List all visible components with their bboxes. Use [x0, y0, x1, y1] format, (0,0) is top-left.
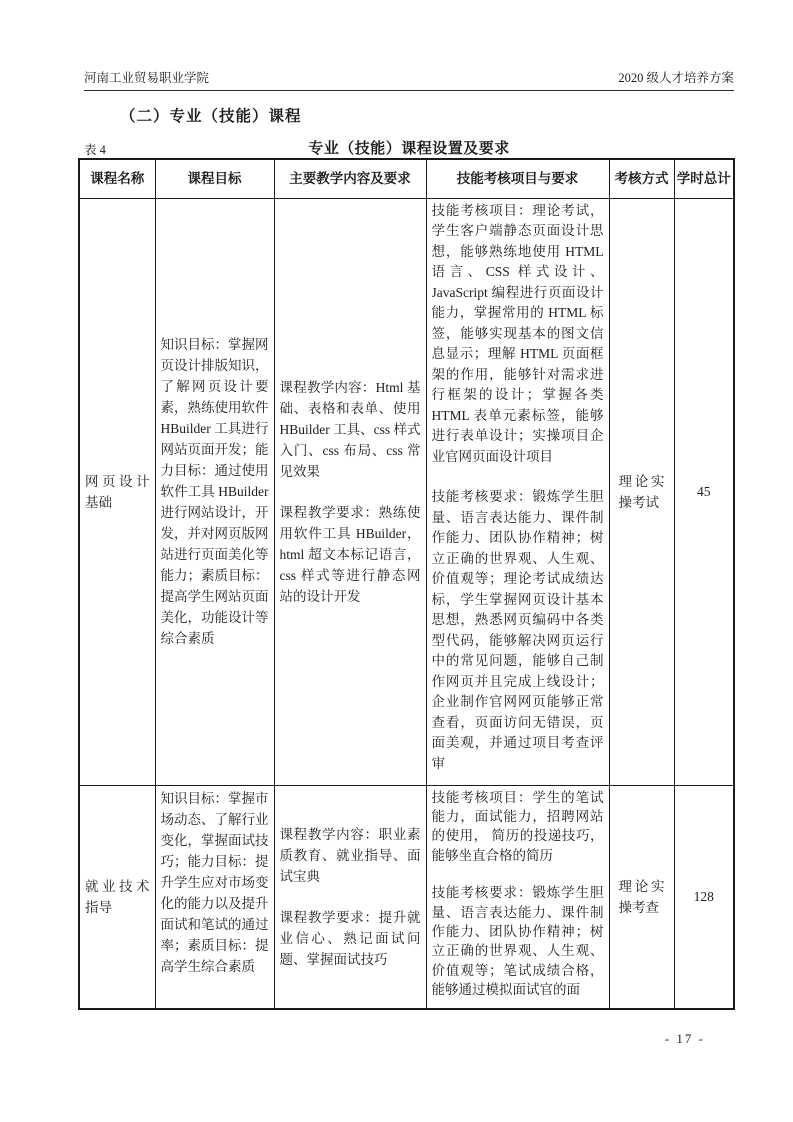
- assessment-requirement-paragraph: 技能考核要求：锻炼学生胆量、语言表达能力、课件制作能力、团队协作精神；树立正确的世界观、人生观、价值观等；理论考试成绩达标，学生掌握网页设计基本思想，熟悉网页编码中各类型代码，能够解决网页运行中的常见问题，能够自己制作网页并且完成上线设计；企业制作官网网页能够正常查看，页面访问无错误，页面美观，并通过项目考查评审: [431, 489, 604, 771]
- cell-course-name: 就业技术指导: [79, 785, 155, 1009]
- teaching-requirement-paragraph: 课程教学要求：熟练使用软件工具 HBuilder，html 超文本标记语言，css 样式等进行静态网站的设计开发: [279, 504, 421, 604]
- assessment-text: [432, 201, 604, 778]
- table-caption: [84, 137, 734, 157]
- teaching-content-paragraph: 课程教学内容：Html 基础、表格和表单、使用 HBuilder 工具、css 样式入门、css 布局、css 常见效果: [279, 379, 421, 479]
- assessment-project-paragraph: 技能考核项目：学生的笔试能力，面试能力，招聘网站的使用， 简历的投递技巧，能够坐直合格的简历: [431, 789, 604, 863]
- assessment-project-paragraph: 技能考核项目：理论考试，学生客户端静态页面设计思想，能够熟练地使用 HTML 语言、CSS 样式设计、JavaScript 编程进行页面设计能力，掌握常用的 HTML 标签，能够实现基本的图文信息显示；理解 HTML 页面框架的作用，能够针对需求进行框架的设计；掌握各类 HTML 表单元素标签，能够进行表单设计；实操项目企业官网页面设计项目: [431, 202, 604, 464]
- cell-objectives: 知识目标：掌握网页设计排版知识，了解网页设计要素，熟练使用软件 HBuilder 工具进行网站页面开发；能力目标：通过使用软件工具 HBuilder 进行网站设计，开发，并对网页版网站进行页面美化等能力；素质目标：提高学生网站页面美化，功能设计等综合素质: [155, 198, 274, 785]
- cell-method: 理论实操考查: [609, 785, 674, 1009]
- col-header-objectives: 课程目标: [155, 159, 274, 198]
- page-number: - 17 -: [664, 1031, 705, 1046]
- table-title: 专业（技能）课程设置及要求: [308, 141, 510, 157]
- table-row: [79, 198, 734, 785]
- cell-method: 理论实操考试: [609, 198, 674, 785]
- col-header-teaching-content: 主要教学内容及要求: [274, 159, 426, 198]
- table-header-row: [79, 159, 734, 198]
- cell-course-name: 网页设计基础: [79, 198, 155, 785]
- table-row: [79, 785, 734, 1009]
- assessment-text: [432, 788, 604, 1002]
- cell-hours: 45: [674, 198, 734, 785]
- teaching-requirement-paragraph: 课程教学要求：提升就业信心、熟记面试问题、掌握面试技巧: [279, 909, 421, 967]
- col-header-hours: 学时总计: [674, 159, 734, 198]
- running-header: [84, 68, 734, 91]
- section-heading: （二）专业（技能）课程: [120, 108, 302, 125]
- col-header-method: 考核方式: [609, 159, 674, 198]
- cell-assessment: [426, 198, 609, 785]
- teaching-content-paragraph: 课程教学内容：职业素质教育、就业指导、面试宝典: [279, 826, 421, 884]
- cell-teaching-content: [274, 785, 426, 1009]
- assessment-requirement-paragraph: 技能考核要求：锻炼学生胆量、语言表达能力、课件制作能力、团队协作精神；树立正确的世界观、人生观、价值观等；笔试成绩合格，能够通过模拟面试官的面: [431, 885, 604, 998]
- cell-assessment: [426, 785, 609, 1009]
- cell-hours: 128: [674, 785, 734, 1009]
- col-header-course-name: 课程名称: [79, 159, 155, 198]
- cell-objectives: 知识目标：掌握市场动态、了解行业变化，掌握面试技巧；能力目标：提升学生应对市场变化的能力以及提升面试和笔试的通过率；素质目标：提高学生综合素质: [155, 785, 274, 1009]
- col-header-assessment: 技能考核项目与要求: [426, 159, 609, 198]
- course-table: [78, 158, 735, 1010]
- table-label: 表 4: [84, 143, 106, 157]
- header-school-name: 河南工业贸易职业学院: [84, 71, 210, 85]
- cell-teaching-content: [274, 198, 426, 785]
- header-plan-name: 2020 级人才培养方案: [618, 71, 734, 85]
